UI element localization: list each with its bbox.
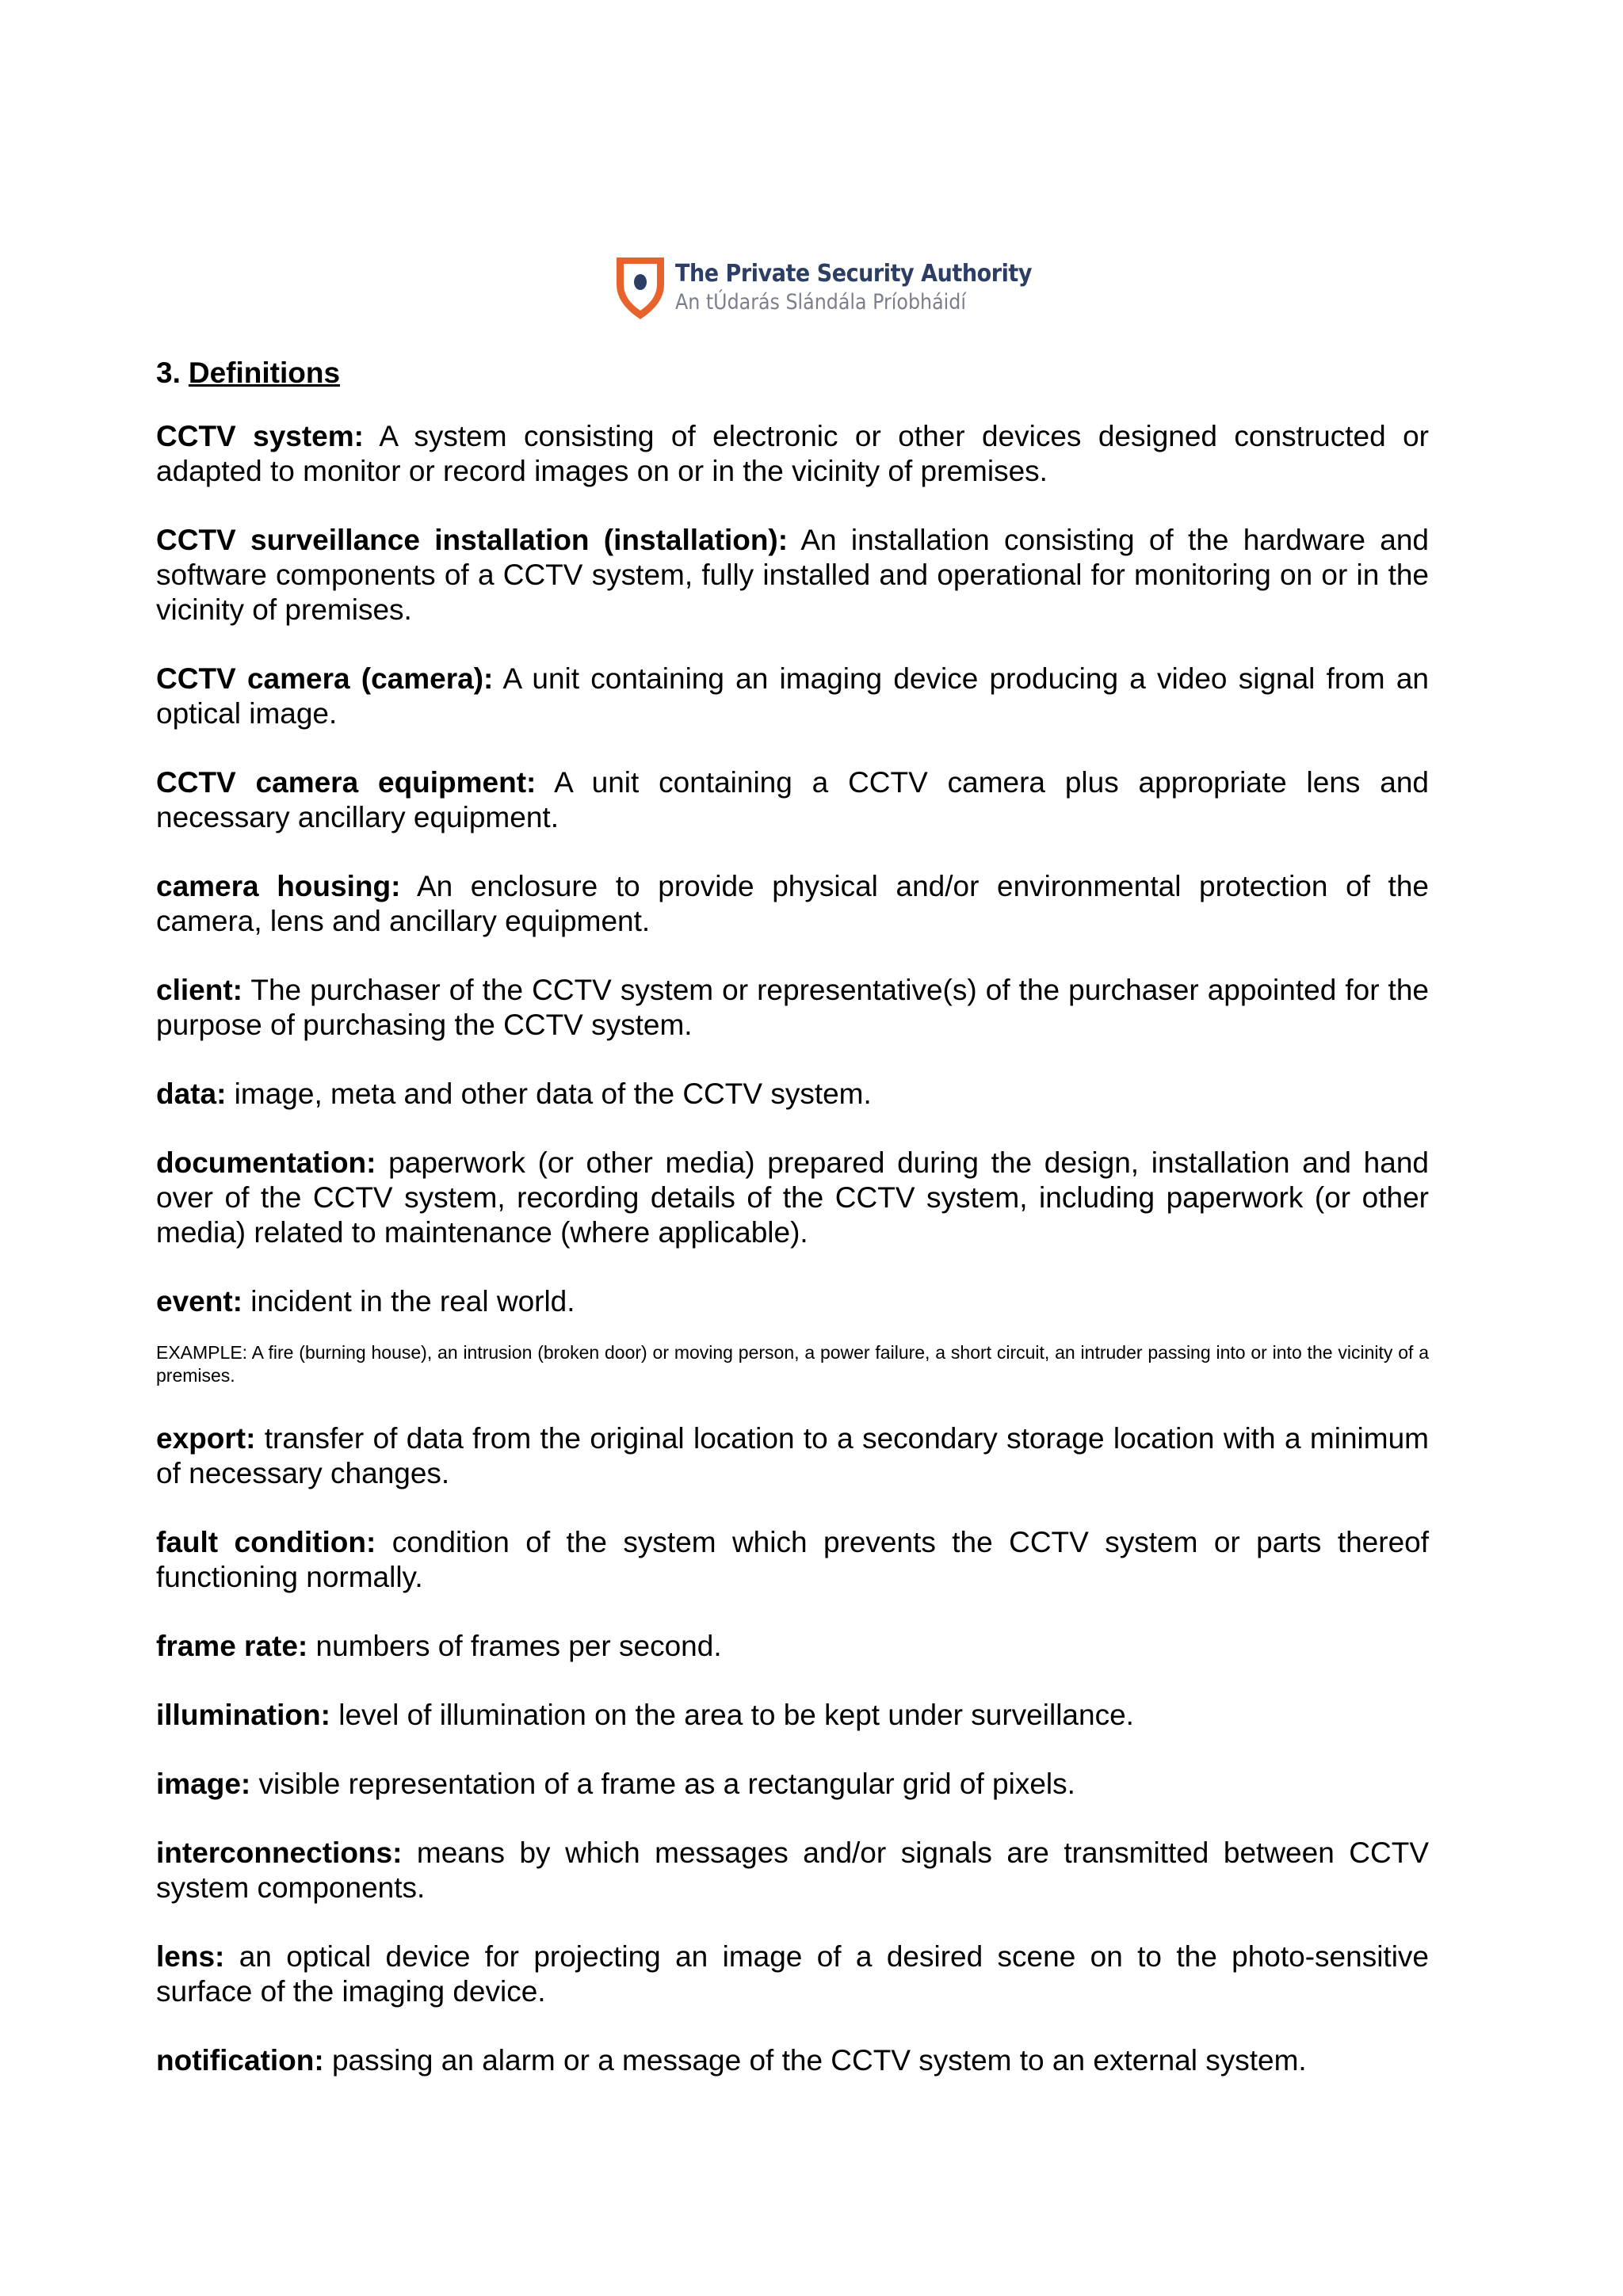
definition-text: paperwork (or other media) prepared during the design, installation and hand over of the CCTV system, recording details of the CCTV system, including paperwork (or other media) related to maintenance (where applicable). — [156, 1146, 1429, 1249]
event-example-note: EXAMPLE: A fire (burning house), an intrusion (broken door) or moving person, a power failure, a short circuit, an intruder passing into or into the vicinity of a premises. — [156, 1342, 1429, 1386]
definition-term: fault condition: — [156, 1526, 376, 1558]
definition-text: A unit containing a CCTV camera plus appropriate lens and necessary ancillary equipment. — [156, 766, 1430, 833]
section-title: Definitions — [188, 357, 341, 389]
section-heading — [156, 351, 1429, 395]
definition-text: numbers of frames per second. — [307, 1630, 722, 1662]
definition-camera-housing — [156, 869, 1429, 939]
definition-text: image, meta and other data of the CCTV system. — [226, 1077, 872, 1110]
definition-term: client: — [156, 974, 242, 1006]
definition-cctv-camera-equipment — [156, 765, 1429, 835]
definition-interconnections — [156, 1836, 1429, 1905]
definition-fault-condition — [156, 1525, 1429, 1595]
definition-image — [156, 1767, 1429, 1802]
logo-name-english: The Private Security Authority — [675, 260, 1032, 288]
definition-text: transfer of data from the original location to a secondary storage location with a minimum of necessary changes. — [156, 1422, 1429, 1489]
definition-term: notification: — [156, 2044, 324, 2077]
definition-term: event: — [156, 1285, 242, 1318]
definition-term: CCTV system: — [156, 420, 364, 452]
definition-illumination — [156, 1698, 1429, 1733]
definition-text: passing an alarm or a message of the CCTV system to an external system. — [323, 2044, 1307, 2077]
definition-text: A system consisting of electronic or other devices designed constructed or adapted to monitor or record images on or in the vicinity of premises. — [156, 420, 1429, 487]
definition-term: CCTV camera equipment: — [156, 766, 537, 799]
definition-term: lens: — [156, 1940, 225, 1973]
definition-term: image: — [156, 1768, 251, 1800]
section-number: 3. — [156, 357, 181, 389]
logo-text — [675, 259, 1071, 316]
psa-logo — [613, 252, 1032, 323]
definition-term: data: — [156, 1077, 227, 1110]
definition-text: an optical device for projecting an image of a desired scene on to the photo-sensitive surface of the imaging device. — [156, 1940, 1429, 2008]
definition-text: The purchaser of the CCTV system or representative(s) of the purchaser appointed for the purpose of purchasing the CCTV system. — [156, 974, 1429, 1041]
definition-term: documentation: — [156, 1146, 376, 1179]
definition-text: means by which messages and/or signals are transmitted between CCTV system components. — [156, 1836, 1429, 1904]
definition-notification — [156, 2043, 1429, 2078]
definition-cctv-camera — [156, 662, 1429, 731]
definition-cctv-system — [156, 419, 1429, 489]
definition-text: incident in the real world. — [242, 1285, 575, 1318]
definition-term: camera housing: — [156, 870, 401, 902]
definition-term: export: — [156, 1422, 256, 1455]
definition-term: frame rate: — [156, 1630, 308, 1662]
definition-text: visible representation of a frame as a rectangular grid of pixels. — [250, 1768, 1075, 1800]
document-body — [156, 351, 1429, 2112]
definition-term: CCTV camera (camera): — [156, 662, 494, 695]
logo-name-irish: An tÚdarás Slándála Príobháidí — [675, 290, 966, 315]
definition-term: CCTV surveillance installation (installation): — [156, 524, 789, 556]
definition-text: An installation consisting of the hardware and software components of a CCTV system, fully installed and operational for monitoring on or in the vicinity of premises. — [156, 524, 1429, 626]
definition-cctv-surveillance-installation — [156, 523, 1429, 627]
shield-logo-icon — [613, 253, 667, 322]
definition-event — [156, 1284, 1429, 1319]
definition-text: condition of the system which prevents the CCTV system or parts thereof functioning normally. — [156, 1526, 1430, 1593]
definition-text: level of illumination on the area to be kept under surveillance. — [330, 1699, 1134, 1731]
definition-client — [156, 973, 1429, 1043]
definition-term: interconnections: — [156, 1836, 403, 1869]
definition-frame-rate — [156, 1629, 1429, 1664]
definition-text: An enclosure to provide physical and/or environmental protection of the camera, lens and ancillary equipment. — [156, 870, 1429, 937]
definition-term: illumination: — [156, 1699, 330, 1731]
definition-text: A unit containing an imaging device producing a video signal from an optical image. — [156, 662, 1430, 730]
definition-export — [156, 1421, 1429, 1491]
definition-documentation — [156, 1146, 1429, 1250]
definition-data — [156, 1077, 1429, 1112]
definition-lens — [156, 1939, 1429, 2009]
